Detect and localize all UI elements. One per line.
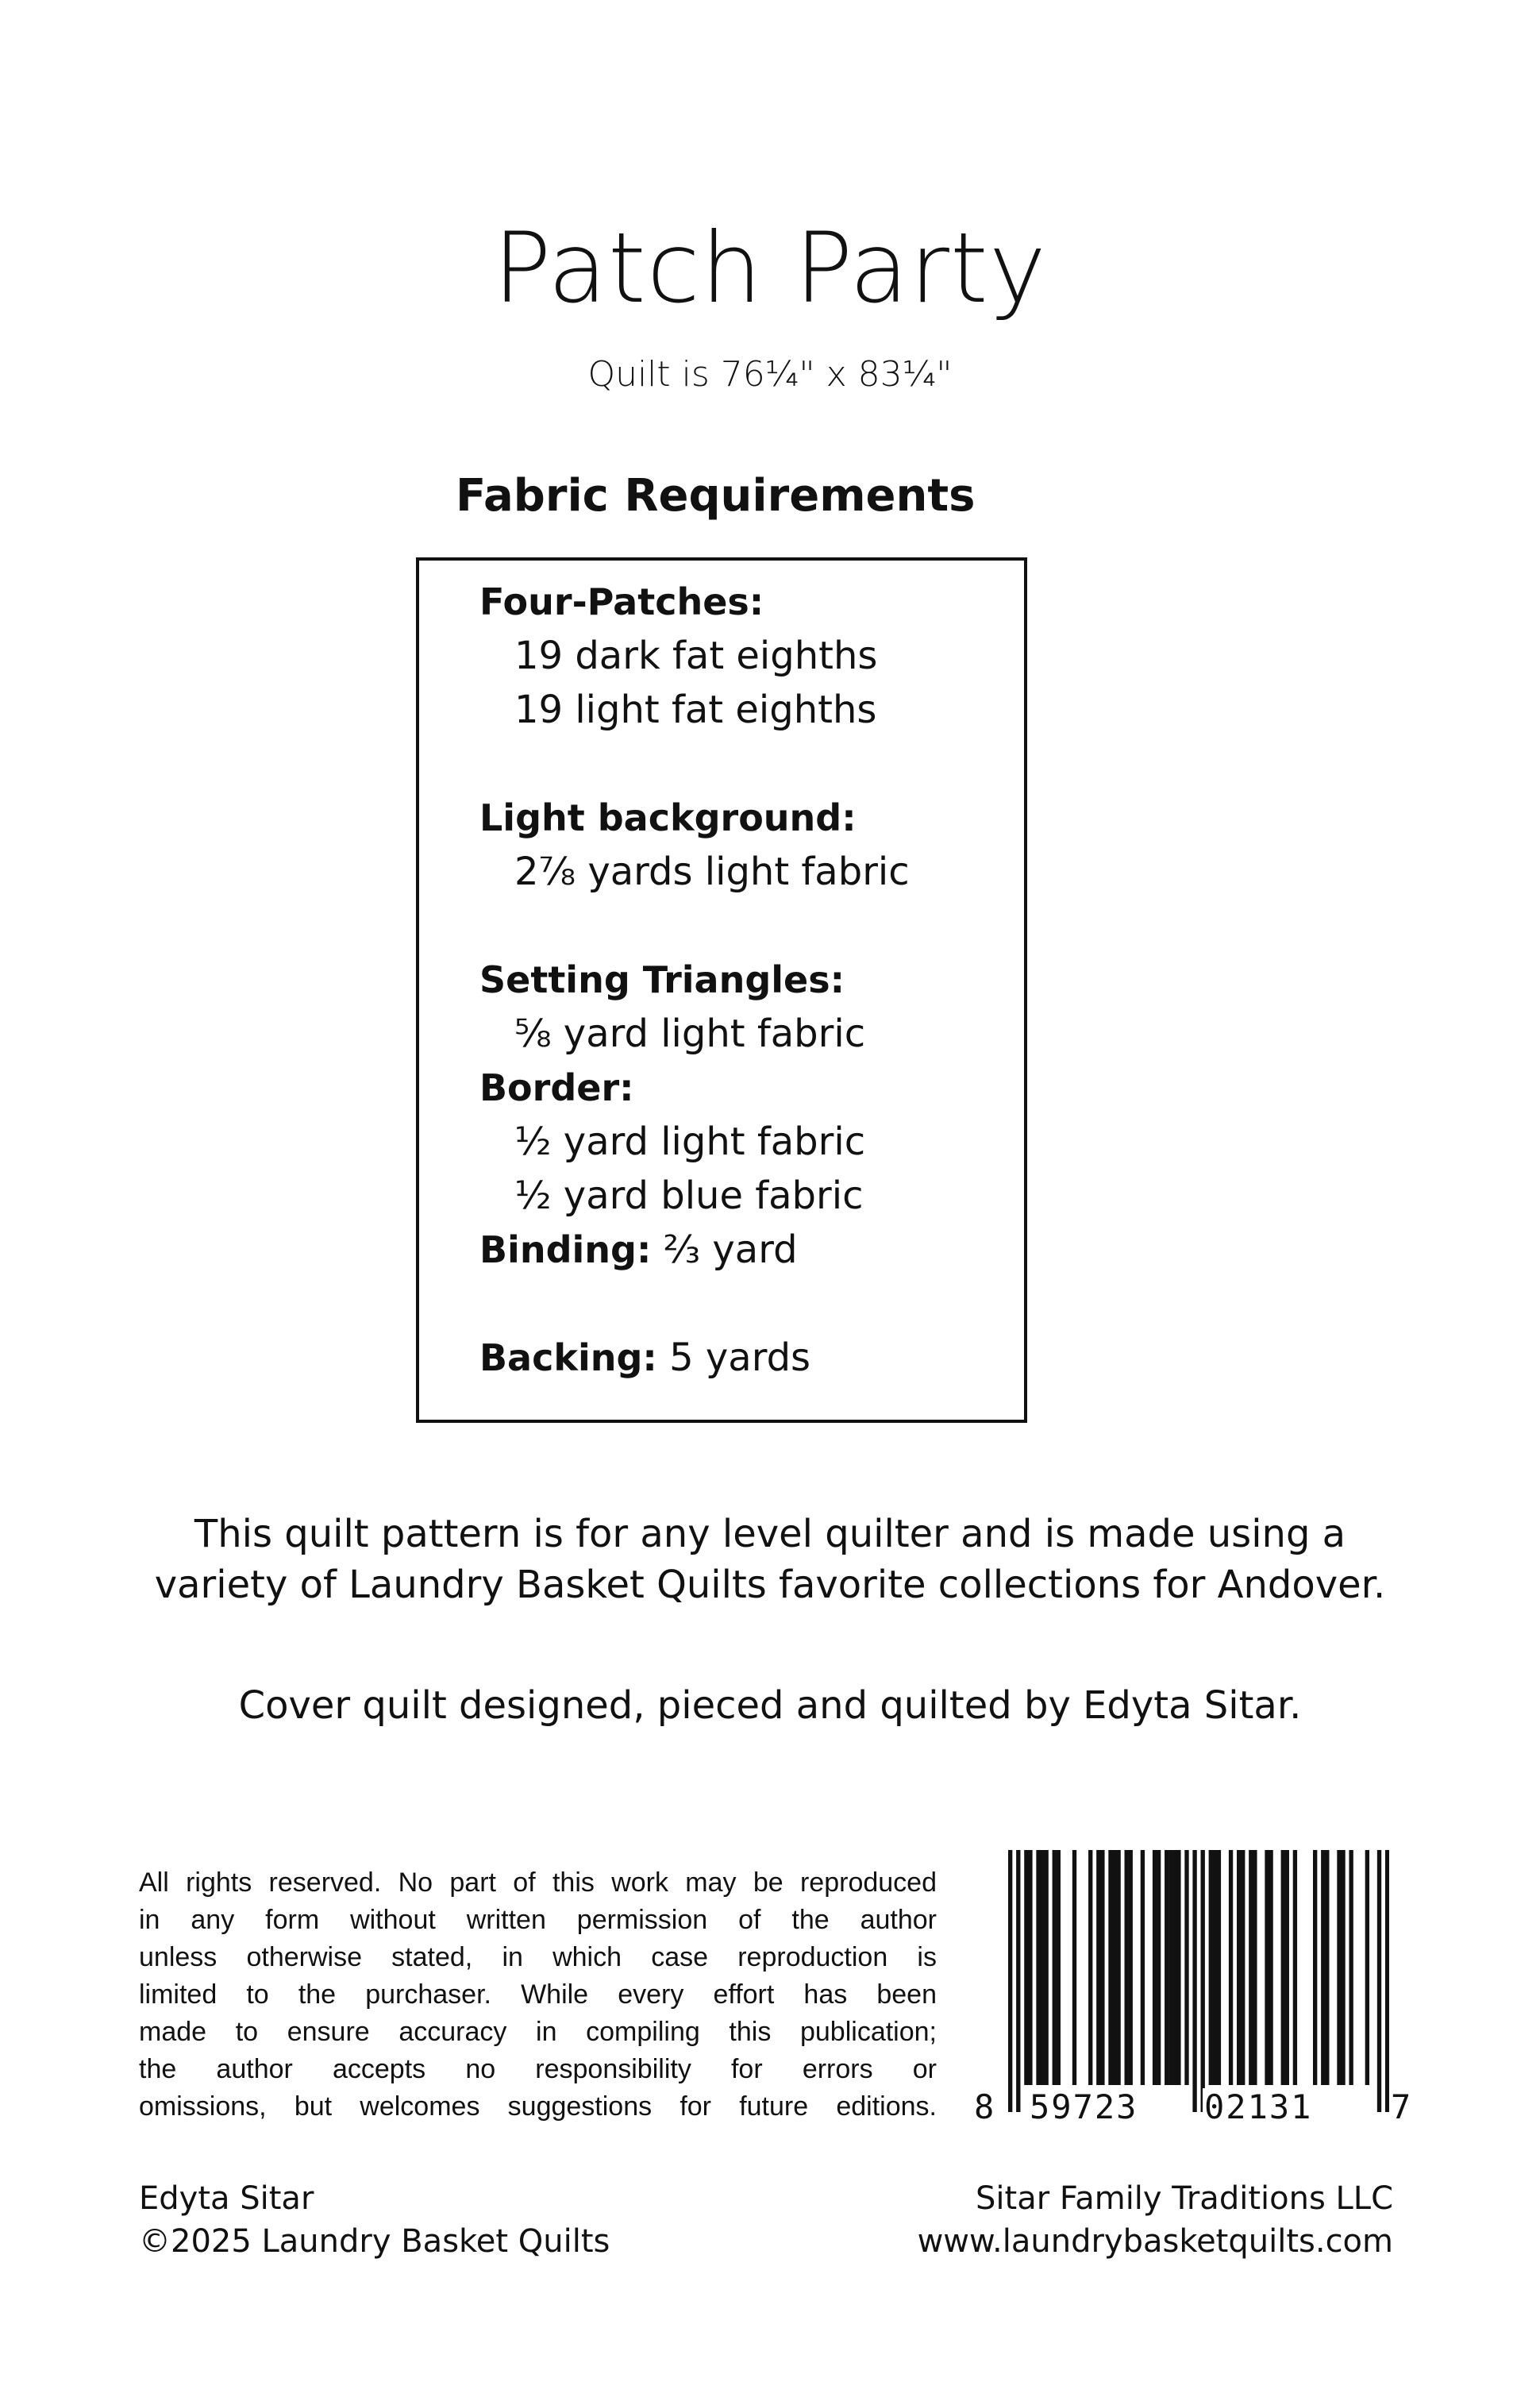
barcode-bar <box>1201 1850 1205 2112</box>
barcode-bar <box>1016 1850 1020 2112</box>
barcode-bar <box>1217 1850 1221 2085</box>
pattern-description-line1: This quilt pattern is for any level quilter and is made using a <box>194 1512 1346 1556</box>
fabric-item: ½ yard blue fabric <box>514 1174 864 1218</box>
fabric-requirements-box <box>416 557 1027 1423</box>
fabric-item: ⅝ yard light fabric <box>514 1012 866 1056</box>
barcode-bar <box>1165 1850 1168 2085</box>
website-link[interactable]: www.laundrybasketquilts.com <box>917 2223 1393 2260</box>
backing-label: Backing: <box>479 1336 657 1379</box>
fabric-list <box>479 575 1008 1385</box>
barcode-bar <box>1253 1850 1257 2085</box>
barcode-bar <box>1036 1850 1040 2085</box>
barcode-bar <box>1008 1850 1012 2112</box>
fabric-requirements-heading: Fabric Requirements <box>456 470 976 522</box>
author-name: Edyta Sitar <box>139 2180 314 2217</box>
binding-label: Binding: <box>479 1228 652 1271</box>
border-label: Border: <box>479 1066 634 1109</box>
cover-credit: Cover quilt designed, pieced and quilted by Edyta Sitar. <box>238 1683 1302 1728</box>
barcode-bar <box>1108 1850 1112 2085</box>
legal-line: unless otherwise stated, in which case reproduction is <box>139 1942 937 1972</box>
four-patches-label: Four-Patches: <box>479 580 764 623</box>
barcode-bar <box>1241 1850 1245 2085</box>
barcode-bar <box>1153 1850 1157 2085</box>
footer-left <box>139 2177 610 2263</box>
barcode-first-digit: 8 <box>974 2087 995 2126</box>
barcode-bar <box>1116 1850 1120 2085</box>
barcode-bar <box>1129 1850 1133 2085</box>
binding-value: ⅔ yard <box>651 1228 798 1272</box>
backing-line <box>479 1331 1008 1385</box>
legal-line: omissions, but welcomes suggestions for future editions. <box>139 2091 937 2122</box>
barcode-bar <box>1237 1850 1241 2085</box>
light-background-label: Light background: <box>479 796 857 839</box>
barcode-bar <box>1044 1850 1048 2085</box>
barcode-bar <box>1209 1850 1213 2085</box>
barcode-bar <box>1192 1850 1196 2112</box>
fabric-item: 2⅞ yards light fabric <box>514 850 910 894</box>
barcode-bar <box>1168 1850 1172 2085</box>
barcode-bar <box>1365 1850 1369 2085</box>
barcode-bar <box>1281 1850 1285 2085</box>
barcode-bar <box>1249 1850 1253 2085</box>
copyright-line: ©2025 Laundry Basket Quilts <box>139 2223 610 2260</box>
legal-line: made to ensure accuracy in compiling this publication; <box>139 2017 937 2047</box>
barcode-bar <box>1184 1850 1188 2085</box>
legal-line: limited to the purchaser. While every effort has been <box>139 1979 937 2010</box>
barcode-bar <box>1337 1850 1341 2085</box>
footer-right <box>873 2177 1393 2263</box>
barcode-bar <box>1321 1850 1325 2085</box>
barcode <box>972 1850 1417 2144</box>
fabric-item: 19 light fat eighths <box>514 688 877 732</box>
barcode-bar <box>1385 1850 1389 2112</box>
barcode-bar <box>1028 1850 1032 2085</box>
copyright-notice <box>139 1864 937 2126</box>
company-name: Sitar Family Traditions LLC <box>976 2180 1393 2217</box>
barcode-bar <box>1176 1850 1180 2085</box>
barcode-bar <box>1141 1850 1145 2085</box>
fabric-item: 19 dark fat eighths <box>514 634 878 678</box>
barcode-bars <box>1008 1850 1389 2112</box>
barcode-bar <box>1172 1850 1176 2085</box>
barcode-bar <box>1325 1850 1329 2085</box>
legal-line: All rights reserved. No part of this work may be reproduced <box>139 1867 937 1898</box>
legal-line: the author accepts no responsibility for errors or <box>139 2054 937 2084</box>
binding-line <box>479 1223 1008 1277</box>
barcode-bar <box>1072 1850 1076 2085</box>
barcode-bar <box>1229 1850 1233 2085</box>
barcode-bar <box>1285 1850 1289 2085</box>
barcode-bar <box>1100 1850 1104 2085</box>
barcode-bar <box>1213 1850 1217 2085</box>
quilt-size: Quilt is 76¼" x 83¼" <box>587 354 953 395</box>
barcode-left-digits: 59723 <box>1030 2087 1138 2126</box>
barcode-bar <box>1096 1850 1100 2085</box>
backing-value: 5 yards <box>656 1336 811 1380</box>
barcode-last-digit: 7 <box>1391 2087 1411 2126</box>
barcode-bar <box>1125 1850 1129 2085</box>
fabric-item: ½ yard light fabric <box>514 1120 866 1164</box>
barcode-bar <box>1112 1850 1116 2085</box>
barcode-bar <box>1293 1850 1297 2085</box>
barcode-bar <box>1349 1850 1353 2085</box>
barcode-bar <box>1269 1850 1272 2085</box>
barcode-bar <box>1313 1850 1317 2085</box>
barcode-bar <box>1057 1850 1061 2085</box>
barcode-bar <box>1088 1850 1092 2085</box>
barcode-bar <box>1341 1850 1345 2085</box>
barcode-right-digits: 02131 <box>1204 2087 1313 2126</box>
pattern-description-line2: variety of Laundry Basket Quilts favorite collections for Andover. <box>154 1563 1386 1607</box>
barcode-bar <box>1053 1850 1057 2085</box>
barcode-bar <box>1377 1850 1381 2112</box>
barcode-bar <box>1040 1850 1044 2085</box>
barcode-bar <box>1024 1850 1028 2085</box>
legal-line: in any form without written permission of the author <box>139 1905 937 1935</box>
barcode-bar <box>1265 1850 1269 2085</box>
setting-triangles-label: Setting Triangles: <box>479 958 845 1001</box>
pattern-title: Patch Party <box>493 212 1047 325</box>
barcode-bar <box>1157 1850 1161 2085</box>
